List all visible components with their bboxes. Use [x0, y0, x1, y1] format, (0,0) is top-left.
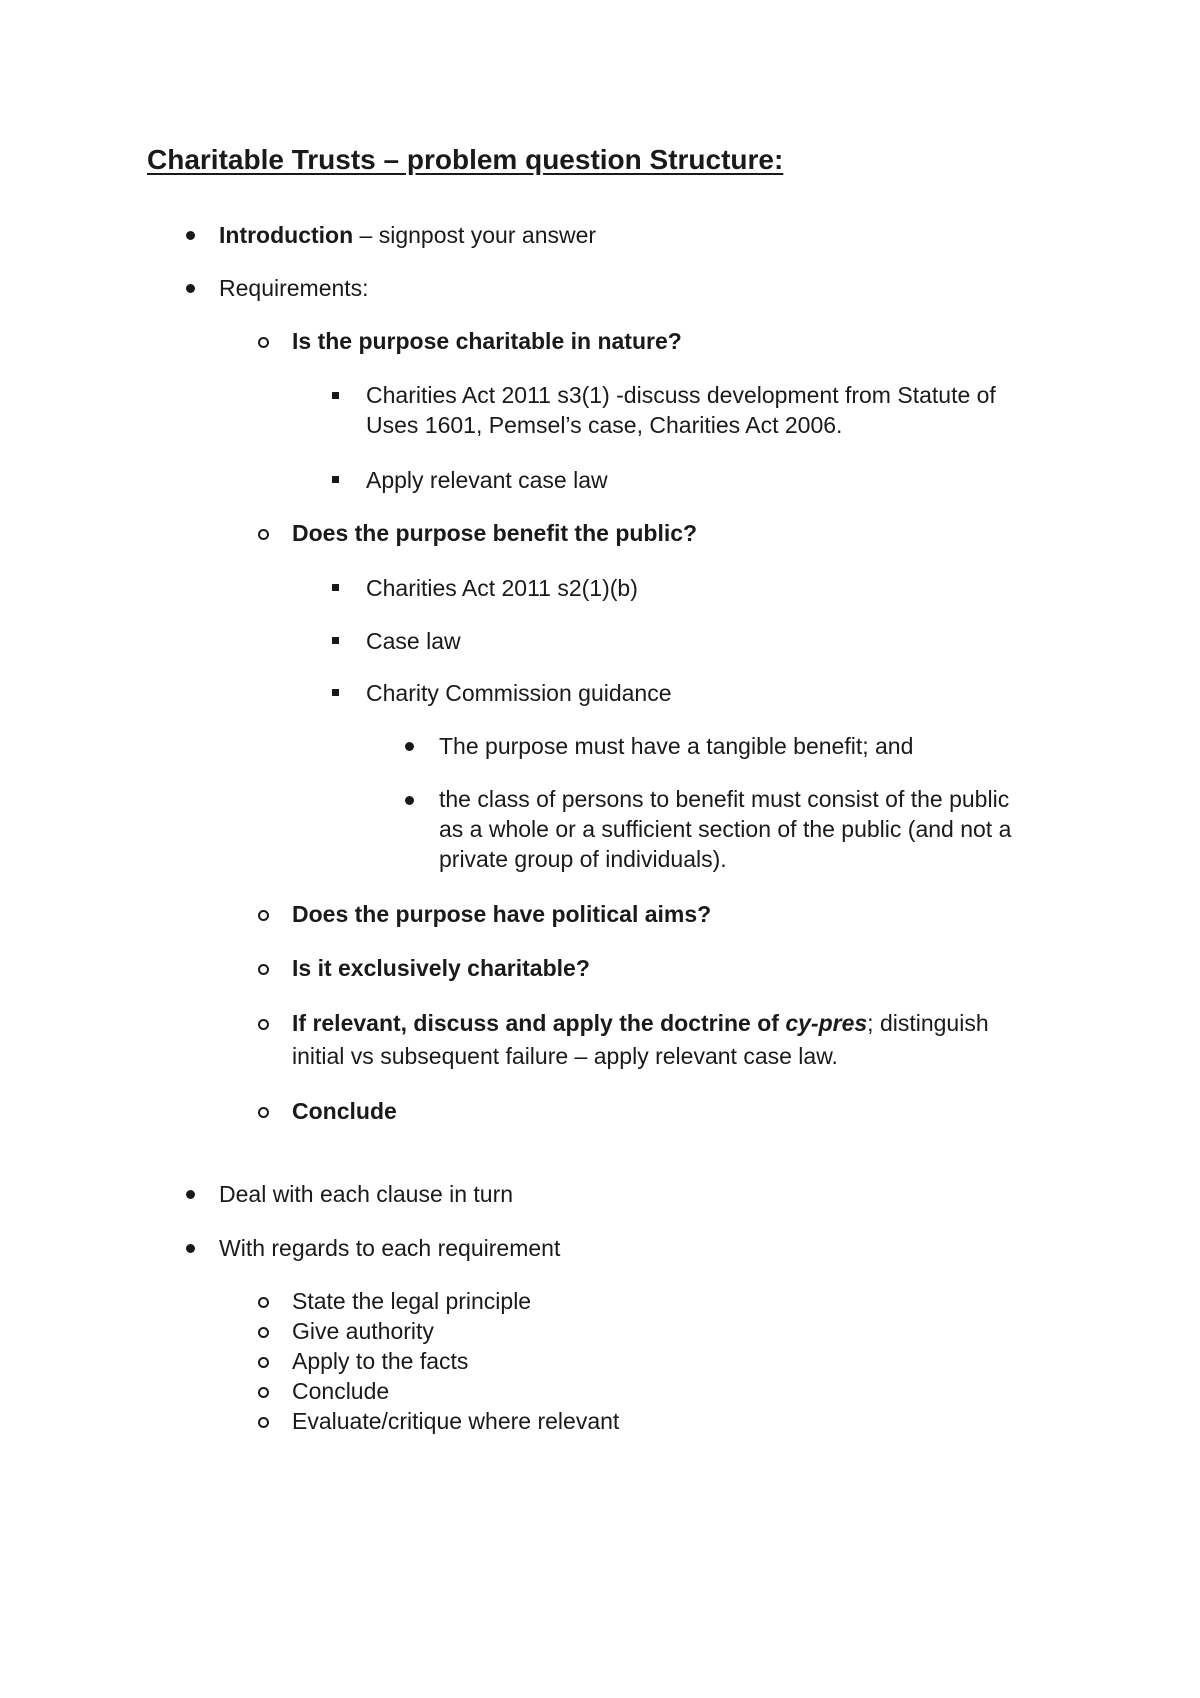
bullet-circle-icon: [258, 1019, 269, 1030]
list-item-state-principle: [292, 1285, 531, 1318]
introduction-text: – signpost your answer: [353, 222, 597, 248]
list-item-apply-case-law: [366, 464, 608, 497]
class-of-persons-line2: as a whole or a sufficient section of the public (and not a: [439, 816, 1012, 842]
list-item-give-authority: [292, 1315, 434, 1348]
question-exclusive-text: Is it exclusively charitable?: [292, 955, 590, 981]
list-item-question-public: [292, 517, 697, 550]
conclude-text: Conclude: [292, 1378, 390, 1404]
list-item-introduction: [219, 219, 596, 252]
give-authority-text: Give authority: [292, 1318, 434, 1344]
bullet-disc-icon: [186, 1190, 195, 1199]
list-item-class-of-persons: [439, 784, 1011, 874]
conclude-bold-text: Conclude: [292, 1098, 397, 1124]
list-item-each-clause: [219, 1178, 513, 1211]
bullet-circle-icon: [258, 337, 269, 348]
charities-act-s3-line2: Uses 1601, Pemsel’s case, Charities Act 2006.: [366, 412, 843, 438]
state-principle-text: State the legal principle: [292, 1288, 532, 1314]
tangible-benefit-text: The purpose must have a tangible benefit; and: [439, 733, 914, 759]
charities-act-s2-text: Charities Act 2011 s2(1)(b): [366, 575, 638, 601]
list-item-question-exclusive: [292, 952, 590, 985]
cy-pres-rest-text: ; distinguish: [867, 1010, 989, 1036]
requirements-text: Requirements:: [219, 275, 369, 301]
list-item-tangible-benefit: [439, 730, 913, 763]
charities-act-s3-line1: Charities Act 2011 s3(1) -discuss development from Statute of: [366, 382, 996, 408]
list-item-charities-act-s2: [366, 572, 638, 605]
cy-pres-term: cy-pres: [785, 1010, 868, 1036]
bullet-circle-icon: [258, 964, 269, 975]
introduction-label: Introduction: [219, 222, 354, 248]
list-item-cy-pres: [292, 1007, 989, 1073]
list-item-each-requirement: [219, 1232, 560, 1265]
list-item-charities-act-s3: [366, 380, 996, 440]
class-of-persons-line3: private group of individuals).: [439, 846, 727, 872]
class-of-persons-line1: the class of persons to benefit must consist of the public: [439, 786, 1010, 812]
bullet-disc-icon: [186, 231, 195, 240]
bullet-disc-icon: [186, 284, 195, 293]
bullet-circle-icon: [258, 910, 269, 921]
bullet-circle-icon: [258, 1327, 269, 1338]
bullet-circle-icon: [258, 1387, 269, 1398]
list-item-evaluate: [292, 1405, 619, 1438]
bullet-square-icon: [332, 584, 339, 591]
bullet-circle-icon: [258, 1297, 269, 1308]
bullet-disc-icon: [405, 796, 414, 805]
bullet-square-icon: [332, 637, 339, 644]
list-item-conclude: [292, 1375, 389, 1408]
bullet-square-icon: [332, 476, 339, 483]
evaluate-text: Evaluate/critique where relevant: [292, 1408, 620, 1434]
apply-facts-text: Apply to the facts: [292, 1348, 469, 1374]
bullet-circle-icon: [258, 1417, 269, 1428]
commission-guidance-text: Charity Commission guidance: [366, 680, 672, 706]
bullet-square-icon: [332, 392, 339, 399]
bullet-circle-icon: [258, 529, 269, 540]
list-item-case-law: [366, 625, 461, 658]
bullet-disc-icon: [186, 1244, 195, 1253]
document-title: Charitable Trusts – problem question Structure:: [147, 144, 784, 175]
question-public-text: Does the purpose benefit the public?: [292, 520, 698, 546]
list-item-apply-facts: [292, 1345, 468, 1378]
apply-case-law-text: Apply relevant case law: [366, 467, 608, 493]
cy-pres-bold-text: If relevant, discuss and apply the doctrine of: [292, 1010, 786, 1036]
list-item-question-charitable: [292, 325, 682, 358]
bullet-disc-icon: [405, 742, 414, 751]
cy-pres-line2: initial vs subsequent failure – apply relevant case law.: [292, 1043, 838, 1069]
list-item-requirements: [219, 272, 369, 305]
bullet-square-icon: [332, 689, 339, 696]
bullet-circle-icon: [258, 1107, 269, 1118]
each-requirement-text: With regards to each requirement: [219, 1235, 561, 1261]
case-law-text: Case law: [366, 628, 461, 654]
list-item-conclude-bold: [292, 1095, 397, 1128]
question-charitable-text: Is the purpose charitable in nature?: [292, 328, 682, 354]
each-clause-text: Deal with each clause in turn: [219, 1181, 514, 1207]
question-political-text: Does the purpose have political aims?: [292, 901, 712, 927]
list-item-commission-guidance: [366, 677, 672, 710]
list-item-question-political: [292, 898, 711, 931]
bullet-circle-icon: [258, 1357, 269, 1368]
